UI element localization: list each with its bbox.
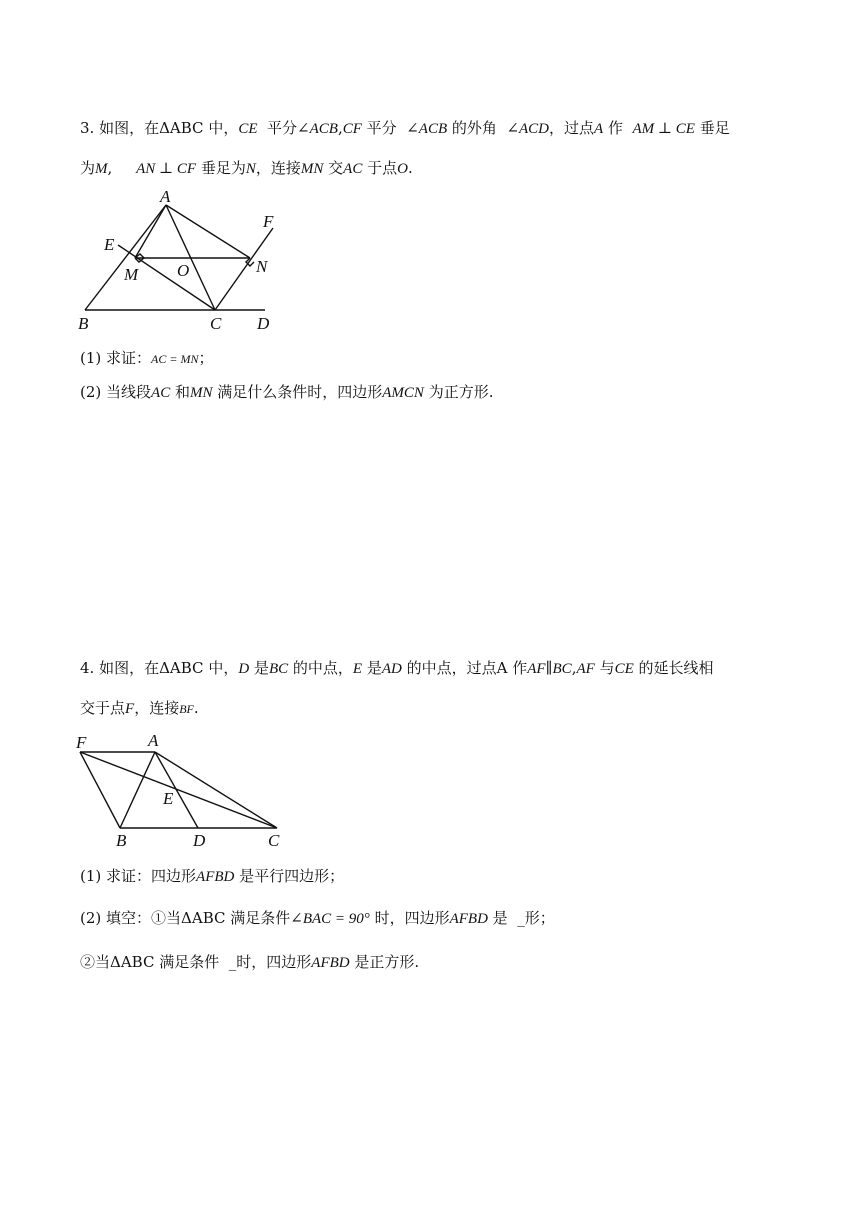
text: 平分 [257,119,298,137]
text: 的中点， [288,659,353,677]
triangle-abc: ΔABC [110,953,155,971]
label-b: B [78,314,89,333]
math-ac: AC [343,161,363,177]
triangle-abc: ΔABC [159,119,204,137]
text: 是平行四边形； [234,867,345,885]
math-bf: BF [179,702,194,716]
q4-part1 [80,866,344,887]
math-bc: BC [268,661,289,677]
text: . [193,699,199,717]
label-e: E [104,235,115,254]
text: 是正方形. [349,953,420,971]
label-a: A [148,731,159,750]
math-af-parallel-bc: AF∥BC [527,661,572,677]
math-ce: CE [238,121,258,137]
text: 交 [323,159,344,177]
text: 是 [362,659,382,677]
math-o: O [397,161,408,177]
math-angle-acb: ∠ACB [406,121,448,137]
label-d: D [193,831,206,850]
math-mn: MN [189,385,213,401]
label-d: D [257,314,270,333]
math-ac-eq-mn: AC = MN [151,352,199,366]
math-f: F [125,701,135,717]
text: (2) 填空：①当 [80,909,182,927]
q4-part3 [80,952,419,973]
label-m: M [124,265,139,284]
math-m: M [95,161,108,177]
math-af: AF [576,661,595,677]
math-am-perp-ce: AM ⊥ CE [632,121,695,137]
math-amcn: AMCN [382,385,424,401]
text: 和 [170,383,190,401]
text: 是 [249,659,269,677]
math-a: A [594,121,604,137]
math-ad: AD [381,661,402,677]
text: 于点 [362,159,398,177]
math-n: N [245,161,256,177]
math-ce: CE [614,661,634,677]
math-cf: CF [342,121,362,137]
label-n: N [256,257,268,276]
text: 垂足为 [196,159,246,177]
text: 为正方形. [423,383,494,401]
triangle-abc: ΔABC [159,659,204,677]
text: 满足条件 _时，四边形 [154,953,312,971]
math-ac: AC [151,385,171,401]
label-o: O [177,261,190,280]
line-fb [80,752,120,828]
text: 与 [594,659,615,677]
line-ad [155,752,198,828]
text: (2) 当线段 [80,383,152,401]
text: 4. 如图，在 [80,659,160,677]
text: 垂足 [694,119,730,137]
math-angle-acd: ∠ACD [506,121,550,137]
math-e: E [352,661,363,677]
text: , [337,119,343,137]
math-an-perp-cf: AN ⊥ CF [136,161,197,177]
label-b: B [116,831,127,850]
text: 3. 如图，在 [80,119,160,137]
math-angle-acb: ∠ACB [297,121,338,137]
text: 为 [80,159,96,177]
label-f: F [263,212,274,231]
text: 中， [203,659,239,677]
text: (1) 求证：四边形 [80,867,197,885]
text: 交于点 [80,699,126,717]
math-afbd: AFBD [449,911,488,927]
text: 作 [507,659,528,677]
label-f: F [76,733,87,752]
text: ②当 [80,953,111,971]
text: 中， [203,119,239,137]
label-e: E [163,789,174,808]
math-afbd: AFBD [196,869,235,885]
text: , [571,659,577,677]
line-fc [80,752,277,828]
line-ab [120,752,155,828]
label-c: C [268,831,280,850]
text: 时，四边形 [369,909,450,927]
text: (1) 求证： [80,349,152,367]
math-a: A [496,659,508,677]
text: 是 _形； [487,909,555,927]
text: ，过点 [549,119,595,137]
math-afbd: AFBD [311,955,350,971]
text: 满足什么条件时，四边形 [212,383,383,401]
text: 的延长线相 [633,659,714,677]
text: 的中点，过点 [401,659,497,677]
text: ，连接 [255,159,301,177]
label-c: C [210,314,222,333]
math-mn: MN [300,161,324,177]
triangle-abc: ΔABC [181,909,226,927]
math-d: D [238,661,250,677]
math-angle-bac-90: ∠BAC = 90° [290,911,370,927]
q4-part2 [80,908,555,929]
text: ； [198,349,214,367]
text: ，连接 [134,699,180,717]
text: , [107,159,137,177]
text: 平分 [361,119,407,137]
text: 作 [603,119,633,137]
text: . [407,159,413,177]
text: 的外角 [447,119,507,137]
text: 满足条件 [225,909,291,927]
label-a: A [160,187,171,206]
